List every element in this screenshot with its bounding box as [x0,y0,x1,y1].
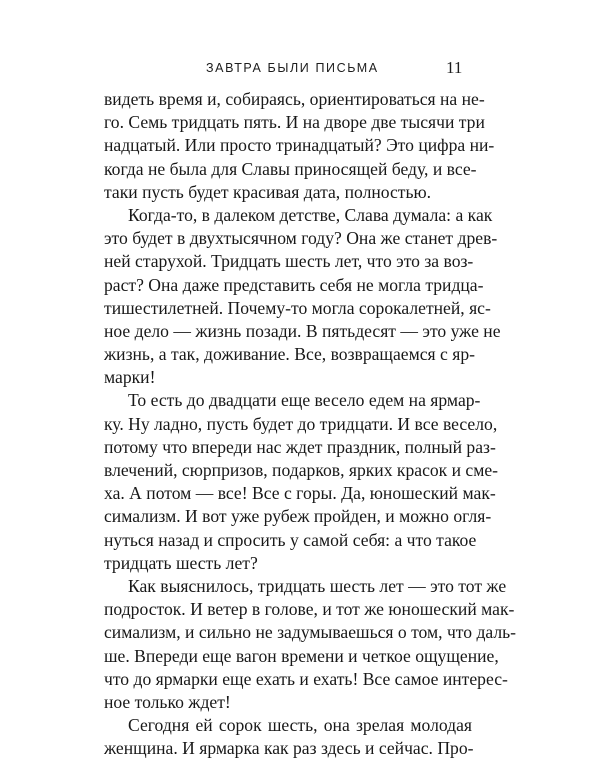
text-line: это будет в двухтысячном году? Она же станет древ- [104,228,498,249]
text-line: ха. А потом — все! Все с горы. Да, юношеский мак- [104,483,496,504]
text-line: симализм. И вот уже рубеж пройден, и можно огля- [104,506,492,527]
text-line: ное дело — жизнь позади. В пятьдесят — это уже не [104,320,501,341]
text-line: тишестилетней. Почему-то могла сорокалетней, яс- [104,297,491,318]
text-line: подросток. И ветер в голове, и тот же юношеский мак- [104,599,515,620]
text-line: раст? Она даже представить себя не могла тридца- [104,274,484,295]
paragraph [104,389,499,575]
text-line: Как выяснилось, тридцать шесть лет — это тот же [128,575,507,596]
text-line: таки пусть будет красивая дата, полностью. [104,181,432,202]
paragraph [104,714,472,760]
text-line: симализм, и сильно не задумываешься о том, что даль- [104,622,517,643]
text-line: Когда-то, в далеком детстве, Слава думала: а как [128,204,493,225]
paragraph [104,88,495,204]
text-line: го. Семь тридцать пять. И на дворе две тысячи три [104,112,485,133]
text-line: потому что впереди нас ждет праздник, полный раз- [104,436,496,457]
body-text [104,88,517,760]
text-line: ное только ждет! [104,691,231,712]
text-line: ку. Ну ладно, пусть будет до тридцати. И все весело, [104,413,498,434]
text-line: марки! [104,367,156,388]
text-line: То есть до двадцати еще весело едем на ярмар- [128,390,481,411]
running-title: ЗАВТРА БЫЛИ ПИСЬМА [206,61,379,75]
text-line: ней старухой. Тридцать шесть лет, что это за воз- [104,251,474,272]
paragraph [104,575,517,714]
text-line: когда не была для Славы приносящей беду, и все- [104,158,477,179]
text-line: нуться назад и спросить у самой себя: а что такое [104,529,477,550]
text-line: влечений, сюрпризов, подарков, ярких красок и сме- [104,460,499,480]
text-line: видеть время и, собираясь, ориентироваться на не- [104,89,485,109]
text-line: жизнь, а так, доживание. Все, возвращаемся с яр- [104,344,475,365]
paragraph [104,204,501,390]
text-line: тридцать шесть лет? [104,552,258,573]
text-line: что до ярмарки еще ехать и ехать! Все самое интерес- [104,668,508,689]
text-line: Сегодня ей сорок шесть, она зрелая молодая [128,715,472,736]
page-number: 11 [446,58,463,77]
text-line: женщина. И ярмарка как раз здесь и сейчас. Про- [104,738,474,759]
text-line: надцатый. Или просто тринадцатый? Это цифра ни- [104,135,495,156]
text-line: ше. Впереди еще вагон времени и четкое ощущение, [104,645,499,666]
